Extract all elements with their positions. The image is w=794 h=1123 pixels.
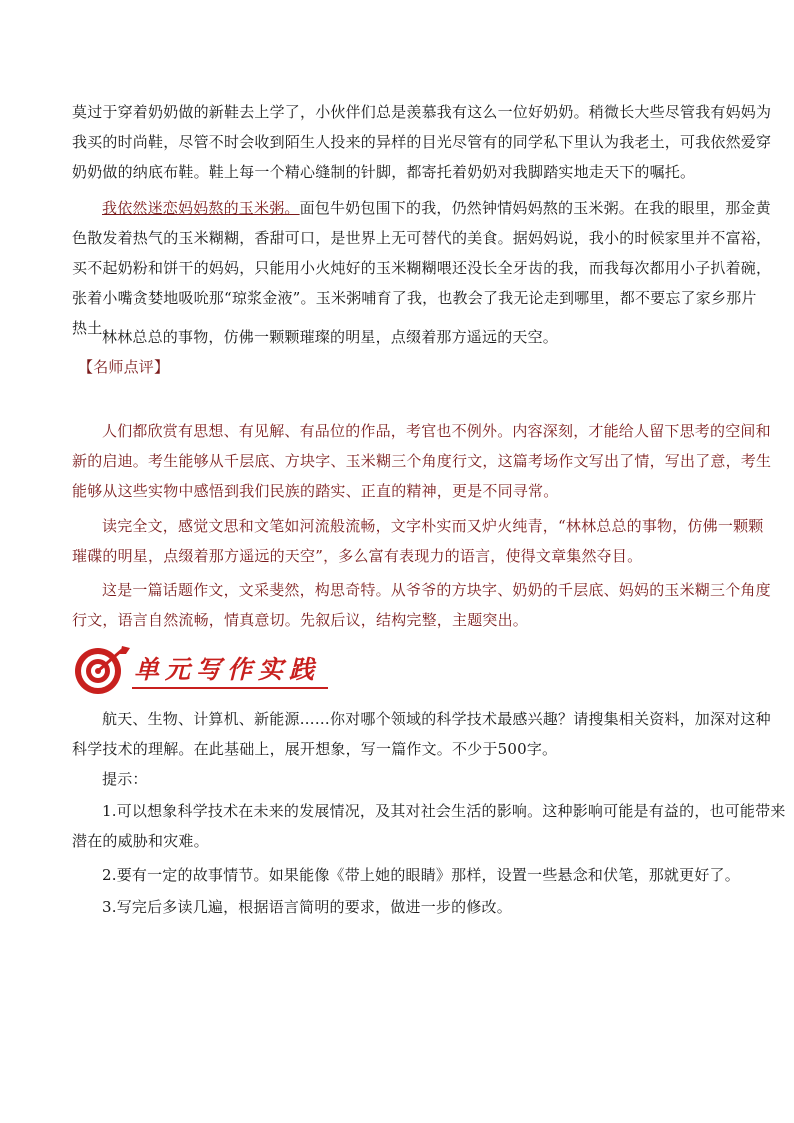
text-line: 璀碟的明星，点缀着那方遥远的天空”，多么富有表现力的语言，使得文章集然夺目。 — [72, 547, 643, 565]
essay-paragraph-3 — [72, 322, 727, 352]
section-header — [72, 644, 332, 694]
text-line: 潜在的威胁和灾难。 — [72, 832, 209, 850]
section-underline — [132, 687, 328, 689]
hint-label — [72, 764, 727, 794]
text-line: 这是一篇话题作文，文采斐然，构思奇特。从爷爷的方块字、奶奶的千层底、妈妈的玉米糊三个角度 — [102, 581, 771, 599]
hint-3 — [72, 892, 727, 922]
essay-paragraph-2 — [72, 193, 772, 343]
text-line: 热土。 — [72, 319, 118, 337]
underlined-lead-sentence: 我依然迷恋妈妈熬的玉米粥。 — [102, 199, 300, 217]
text-line: 林林总总的事物，仿佛一颗颗璀璨的明星，点缀着那方遥远的天空。 — [102, 328, 559, 346]
target-arrow-icon — [72, 644, 132, 696]
text-line: 能够从这些实物中感悟到我们民族的踏实、正直的精神，更是不同寻常。 — [72, 482, 559, 500]
comment-paragraph-1 — [72, 416, 772, 506]
text-line: 人们都欣赏有思想、有见解、有品位的作品，考官也不例外。内容深刻，才能给人留下思考的空间和 — [102, 422, 771, 440]
comment-title — [78, 352, 733, 382]
section-title: 单元写作实践 — [134, 655, 321, 684]
text-line: 我买的时尚鞋，尽管不时会收到陌生人投来的异样的目光尽管有的同学私下里认为我老土，可我依然爱穿 — [72, 133, 772, 151]
text-line: 莫过于穿着奶奶做的新鞋去上学了，小伙伴们总是羡慕我有这么一位好奶奶。稍微长大些尽管我有妈妈为 — [72, 103, 772, 121]
text-line: 科学技术的理解。在此基础上，展开想象，写一篇作文。不少于500字。 — [72, 740, 558, 758]
text-line: 新的启迪。考生能够从千层底、方块字、玉米糊三个角度行文，这篇考场作文写出了情，写出了意，考生 — [72, 452, 772, 470]
hint-label-text: 提示： — [102, 770, 148, 788]
text-line: 奶奶做的纳底布鞋。鞋上每一个精心缝制的针脚，都寄托着奶奶对我脚踏实地走天下的嘱托。 — [72, 163, 696, 181]
text-line: 张着小嘴贪婪地吸吮那“琼浆金液”。玉米粥哺育了我，也教会了我无论走到哪里，都不要忘了家乡那片 — [72, 289, 757, 307]
text-line: 读完全文，感觉文思和文笔如河流般流畅，文字朴实而又炉火纯青，“林林总总的事物，仿佛一颗颗 — [102, 517, 764, 535]
text-line — [72, 193, 771, 223]
text-line: 航天、生物、计算机、新能源……你对哪个领域的科学技术最感兴趣？请搜集相关资料，加深对这种 — [102, 710, 771, 728]
practice-prompt — [72, 704, 771, 764]
comment-title-text: 【名师点评】 — [78, 358, 170, 376]
hint-1 — [72, 796, 786, 856]
text-line: 色散发着热气的玉米糊糊，香甜可口，是世界上无可替代的美食。据妈妈说，我小的时候家里并不富裕， — [72, 229, 772, 247]
hint-2 — [72, 860, 740, 890]
text-fragment: 面包牛奶包围下的我，仍然钟情妈妈熬的玉米粥。在我的眼里，那金黄 — [299, 199, 771, 217]
text-line: 1.可以想象科学技术在未来的发展情况，及其对社会生活的影响。这种影响可能是有益的，也可能带来 — [102, 802, 786, 820]
comment-paragraph-3 — [72, 575, 771, 635]
comment-paragraph-2 — [72, 511, 764, 571]
essay-paragraph-1 — [72, 97, 772, 187]
text-line: 行文，语言自然流畅，情真意切。先叙后议，结构完整，主题突出。 — [72, 611, 529, 629]
text-line: 3.写完后多读几遍，根据语言简明的要求，做进一步的修改。 — [102, 898, 512, 916]
text-line: 买不起奶粉和饼干的妈妈，只能用小火炖好的玉米糊糊喂还没长全牙齿的我，而我每次都用小子扒着碗， — [72, 259, 772, 277]
text-line: 2.要有一定的故事情节。如果能像《带上她的眼睛》那样，设置一些悬念和伏笔，那就更好了。 — [102, 866, 740, 884]
